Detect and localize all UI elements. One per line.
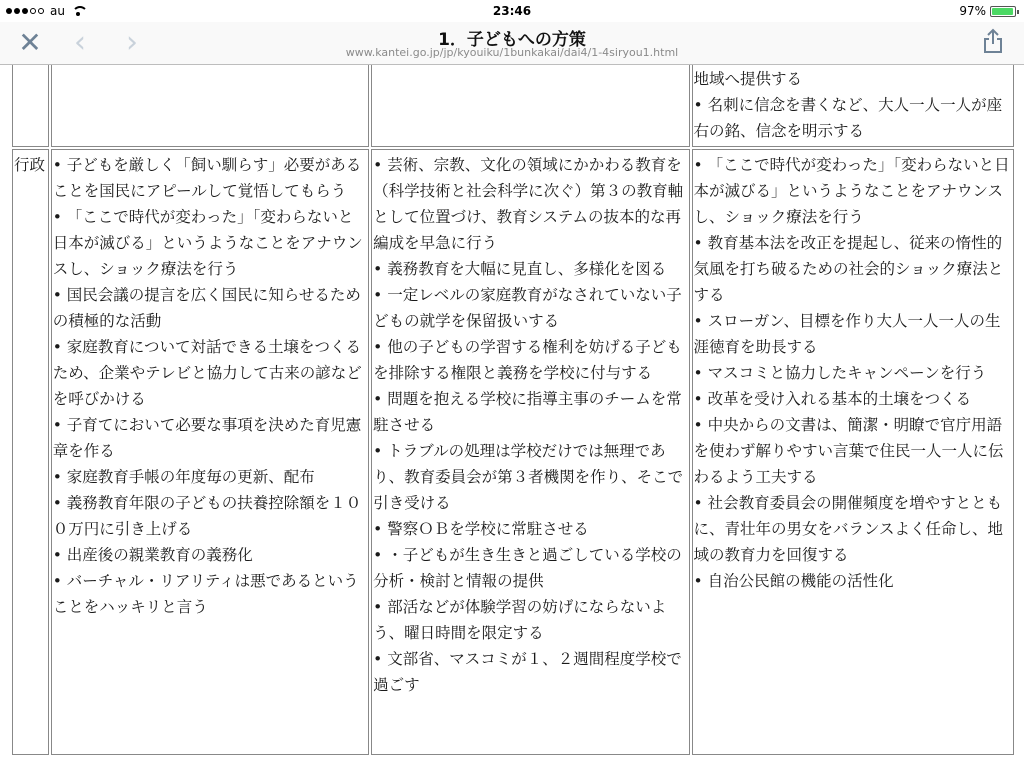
row-header-cell: 行政 xyxy=(12,149,49,755)
browser-navbar xyxy=(0,22,1024,65)
share-icon[interactable] xyxy=(982,28,1004,54)
list-item: • 問題を抱える学校に指導主事のチームを常駐させる xyxy=(373,390,682,434)
list-item: • ・子どもが生き生きと過ごしている学校の分析・検討と情報の提供 xyxy=(373,546,682,590)
list-item: • 改革を受け入れる基本的土壌をつくる xyxy=(693,390,972,408)
carrier-name: au xyxy=(50,4,65,18)
list-item: • トラブルの処理は学校だけでは無理であり、教育委員会が第３者機関を作り、そこで引き受ける xyxy=(373,442,684,512)
list-item: • 自治公民館の機能の活性化 xyxy=(693,572,894,590)
chevron-left-icon[interactable]: ‹ xyxy=(74,25,86,60)
list-item: • 義務教育年限の子どもの扶養控除額を１００万円に引き上げる xyxy=(52,494,362,538)
list-item: • 教育基本法を改正を提起し、従来の惰性的気風を打ち破るための社会的ショック療法とする xyxy=(693,234,1004,304)
list-item: • 国民会議の提言を広く国民に知らせるための積極的な活動 xyxy=(52,286,361,330)
list-item: • 警察ＯＢを学校に常駐させる xyxy=(373,520,589,538)
list-item: • バーチャル・リアリティは悪であるということをハッキリと言う xyxy=(52,572,359,616)
list-item: • 文部省、マスコミが１、２週間程度学校で過ごす xyxy=(373,650,682,694)
table-cell xyxy=(371,149,689,755)
status-time: 23:46 xyxy=(492,4,532,18)
list-item: • 家庭教育について対話できる土壌をつくるため、企業やテレビと協力して古来の諺などを呼びかける xyxy=(52,338,362,408)
list-item: • 子育てにおいて必要な事項を決めた育児憲章を作る xyxy=(52,416,362,460)
status-right xyxy=(959,4,1016,18)
table-cell xyxy=(692,149,1014,755)
battery-percent: 97% xyxy=(959,4,986,18)
table-cell xyxy=(51,65,369,147)
list-item: • マスコミと協力したキャンペーンを行う xyxy=(693,364,987,382)
list-item: • 部活などが体験学習の妨げにならないよう、曜日時間を限定する xyxy=(373,598,667,642)
table-cell xyxy=(51,149,369,755)
battery-fill xyxy=(992,8,1013,15)
table-row xyxy=(12,149,1014,755)
list-item: • 出産後の親業教育の義務化 xyxy=(52,546,253,564)
list-item: • 「ここで時代が変わった」「変わらないと日本が滅びる」というようなことをアナウンスし、ショック療法を行う xyxy=(693,156,1010,226)
row-header-cell xyxy=(12,65,49,147)
list-item: • 「ここで時代が変わった」「変わらないと日本が滅びる」というようなことをアナウンスし、ショック療法を行う xyxy=(52,208,363,278)
table-row xyxy=(12,65,1014,147)
list-item: • 義務教育を大幅に見直し、多様化を図る xyxy=(373,260,667,278)
policy-table xyxy=(10,65,1016,757)
page-content[interactable] xyxy=(0,65,1024,768)
list-item: • 家庭教育手帳の年度毎の更新、配布 xyxy=(52,468,315,486)
list-item: • 一定レベルの家庭教育がなされていない子どもの就学を保留扱いする xyxy=(373,286,682,330)
list-item: • スローガン、目標を作り大人一人一人の生涯徳育を助長する xyxy=(693,312,1001,356)
status-bar xyxy=(0,0,1024,22)
list-item: • 中央からの文書は、簡潔・明瞭で官庁用語を使わず解りやすい言葉で住民一人一人に伝わるよう工夫する xyxy=(693,416,1004,486)
list-item: • 芸術、宗教、文化の領域にかかわる教育を（科学技術と社会科学に次ぐ）第３の教育軸として位置づけ、教育システムの抜本的な再編成を早急に行う xyxy=(373,156,684,252)
list-item: • 名刺に信念を書くなど、大人一人一人が座右の銘、信念を明示する xyxy=(693,96,1003,140)
list-item: 地域へ提供する xyxy=(693,70,803,88)
close-icon[interactable]: ✕ xyxy=(18,26,42,59)
table-cell xyxy=(692,65,1014,147)
list-item: • 子どもを厳しく「飼い馴らす」必要があることを国民にアピールして覚悟してもらう xyxy=(52,156,362,200)
page-url[interactable]: www.kantei.go.jp/jp/kyouiku/1bunkakai/dai4/1-4siryou1.html xyxy=(345,46,679,59)
list-item: • 社会教育委員会の開催頻度を増やすとともに、青壮年の男女をバランスよく任命し、地域の教育力を回復する xyxy=(693,494,1004,564)
battery-icon xyxy=(990,6,1016,17)
page-title: 1．子どもへの方策 xyxy=(438,30,586,50)
table-cell xyxy=(371,65,689,147)
list-item: • 他の子どもの学習する権利を妨げる子どもを排除する権限と義務を学校に付与する xyxy=(373,338,682,382)
chevron-right-icon[interactable]: › xyxy=(126,25,138,60)
